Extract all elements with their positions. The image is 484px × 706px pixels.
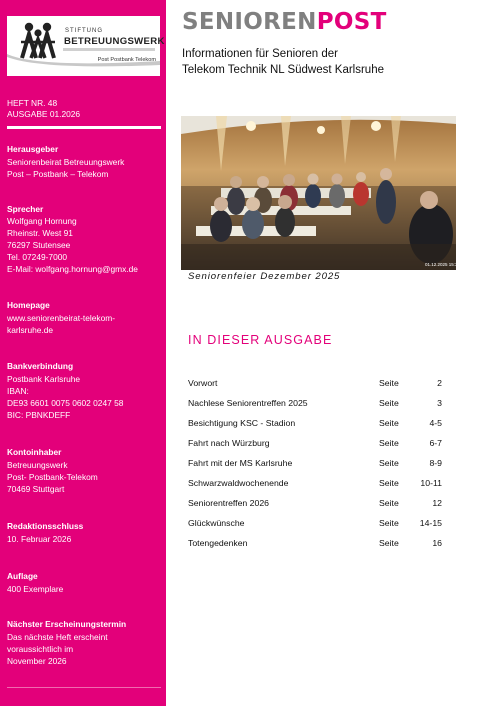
toc-entry[interactable] (188, 498, 442, 518)
toc-heading: IN DIESER AUSGABE (188, 333, 333, 347)
toc-entry[interactable] (188, 418, 442, 438)
issue-number: HEFT NR. 48 (7, 98, 58, 108)
title-part-post: POST (316, 9, 387, 35)
title-part-senioren: SENIOREN (182, 9, 317, 35)
toc-entry-title: Seniorentreffen 2026 (188, 498, 269, 508)
toc-entry-title: Schwarzwaldwochenende (188, 478, 289, 488)
toc-page-label: Seite (379, 458, 399, 468)
toc-entry[interactable] (188, 438, 442, 458)
sidebar-rule (7, 126, 161, 129)
toc-entry-page: 10-11 (420, 478, 442, 488)
toc-page-label: Seite (379, 418, 399, 428)
magazine-title (182, 8, 387, 36)
table-of-contents (188, 378, 442, 558)
sidebar (0, 0, 166, 706)
publisher-line: Seniorenbeirat Betreuungswerk (7, 157, 125, 167)
bank-heading: Bankverbindung (7, 361, 74, 371)
speaker-line: Wolfgang Hornung (7, 216, 77, 226)
toc-entry-page: 16 (432, 538, 442, 548)
next-issue-line: Das nächste Heft erscheint (7, 632, 108, 642)
toc-page-label: Seite (379, 498, 399, 508)
photo-timestamp: 01.12.2025 15:34 (425, 262, 461, 267)
toc-entry-page: 2 (437, 378, 442, 388)
toc-entry-title: Nachlese Seniorentreffen 2025 (188, 398, 308, 408)
bank-line: Postbank Karlsruhe (7, 374, 81, 384)
account-holder-heading: Kontoinhaber (7, 447, 62, 457)
bank-bic: BIC: PBNKDEFF (7, 410, 71, 420)
toc-entry-page: 4-5 (429, 418, 442, 428)
toc-page-label: Seite (379, 538, 399, 548)
account-holder-line: 70469 Stuttgart (7, 484, 65, 494)
logo-stiftung-text: STIFTUNG (65, 28, 103, 34)
betreuungswerk-logo (7, 16, 165, 76)
deadline-date: 10. Februar 2026 (7, 534, 72, 544)
toc-entry[interactable] (188, 538, 442, 558)
magazine-subtitle (182, 47, 384, 78)
toc-entry[interactable] (188, 478, 442, 498)
speaker-line: Tel. 07249-7000 (7, 252, 68, 262)
toc-page-label: Seite (379, 398, 399, 408)
sidebar-bottom-rule (7, 687, 161, 688)
event-photo-illustration (181, 116, 461, 270)
toc-entry-title: Vorwort (188, 378, 218, 388)
logo-divider (63, 48, 155, 51)
toc-page-label: Seite (379, 438, 399, 448)
next-issue-heading: Nächster Erscheinungstermin (7, 619, 127, 629)
edition: AUSGABE 01.2026 (7, 109, 81, 119)
speaker-email: E-Mail: wolfgang.hornung@gmx.de (7, 264, 138, 274)
print-run-value: 400 Exemplare (7, 584, 64, 594)
subtitle-line: Informationen für Senioren der (182, 48, 338, 60)
toc-entry-title: Fahrt nach Würzburg (188, 438, 270, 448)
photo-caption: Seniorenfeier Dezember 2025 (188, 271, 341, 282)
toc-page-label: Seite (379, 518, 399, 528)
homepage-heading: Homepage (7, 300, 50, 310)
toc-entry-page: 3 (437, 398, 442, 408)
account-holder-line: Post- Postbank-Telekom (7, 472, 98, 482)
homepage-url[interactable]: karlsruhe.de (7, 325, 54, 335)
toc-entry[interactable] (188, 458, 442, 478)
deadline-heading: Redaktionsschluss (7, 521, 84, 531)
toc-entry-title: Fahrt mit der MS Karlsruhe (188, 458, 293, 468)
toc-page-label: Seite (379, 478, 399, 488)
toc-entry-title: Besichtigung KSC - Stadion (188, 418, 296, 428)
logo-subtitle: Post Postbank Telekom (97, 57, 156, 63)
speaker-line: Rheinstr. West 91 (7, 228, 73, 238)
speaker-line: 76297 Stutensee (7, 240, 71, 250)
logo-name-text: BETREUUNGSWERK (64, 36, 165, 47)
publisher-line: Post – Postbank – Telekom (7, 169, 109, 179)
toc-entry[interactable] (188, 378, 442, 398)
toc-entry-page: 8-9 (429, 458, 442, 468)
toc-entry-page: 12 (432, 498, 442, 508)
bank-line: IBAN: (7, 386, 29, 396)
print-run-heading: Auflage (7, 571, 38, 581)
subtitle-line: Telekom Technik NL Südwest Karlsruhe (182, 63, 384, 76)
next-issue-line: voraussichtlich im (7, 644, 74, 654)
toc-entry[interactable] (188, 518, 442, 538)
toc-page-label: Seite (379, 378, 399, 388)
toc-entry-title: Totengedenken (188, 538, 248, 548)
homepage-url[interactable]: www.seniorenbeirat-telekom- (7, 313, 115, 323)
bank-iban: DE93 6601 0075 0602 0247 58 (7, 398, 124, 408)
toc-entry-page: 6-7 (429, 438, 442, 448)
toc-entry[interactable] (188, 398, 442, 418)
event-photo (181, 116, 461, 270)
next-issue-line: November 2026 (7, 656, 67, 666)
publisher-heading: Herausgeber (7, 144, 59, 154)
toc-entry-page: 14-15 (419, 518, 442, 528)
account-holder-line: Betreuungswerk (7, 460, 68, 470)
toc-entry-title: Glückwünsche (188, 518, 245, 528)
speaker-heading: Sprecher (7, 204, 44, 214)
